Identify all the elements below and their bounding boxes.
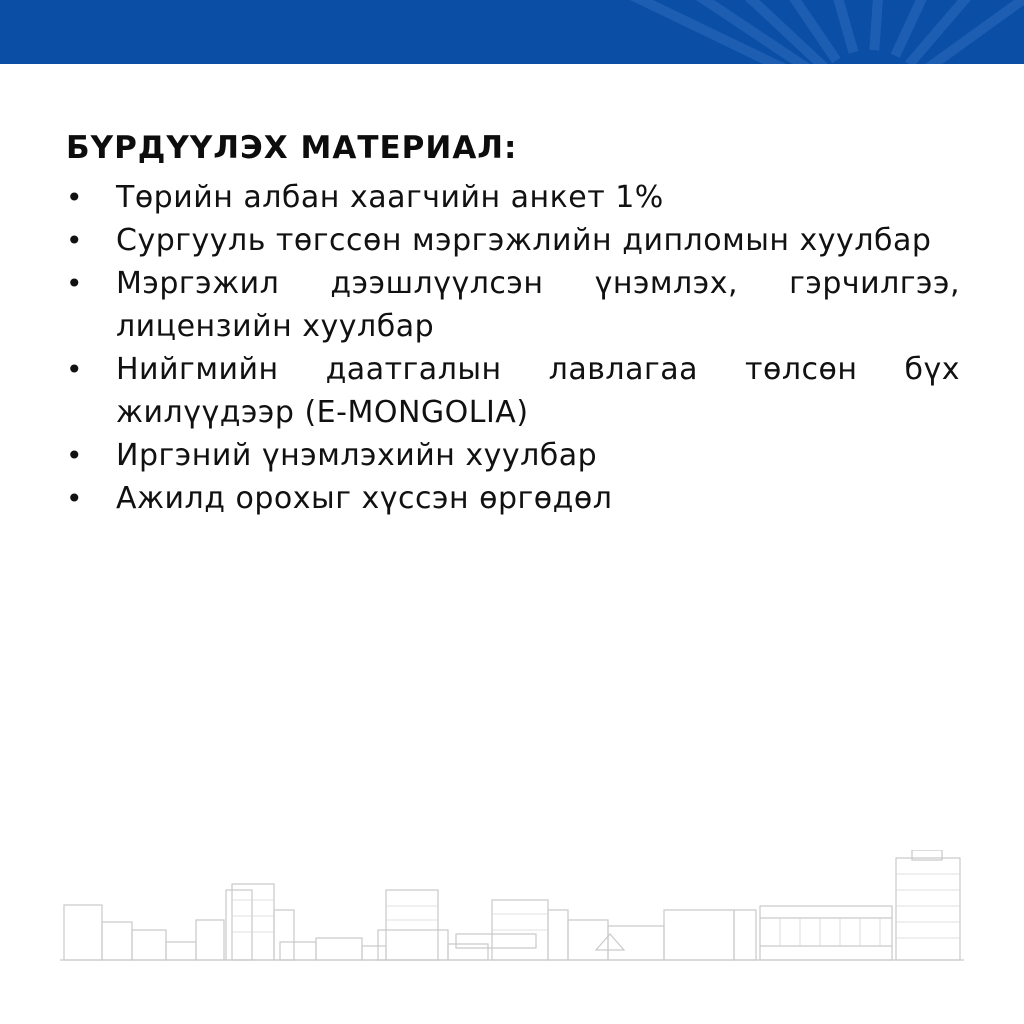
bullet-icon: • <box>66 181 84 214</box>
header-bar <box>0 0 1024 64</box>
list-item <box>66 176 960 219</box>
bullet-icon: • <box>66 482 84 515</box>
sunburst-decoration <box>0 0 1024 64</box>
city-skyline-illustration <box>60 850 964 965</box>
section-heading: БҮРДҮҮЛЭХ МАТЕРИАЛ: <box>66 130 518 166</box>
list-item <box>66 262 960 348</box>
list-item <box>66 348 960 434</box>
list-item-text: Нийгмийн даатгалын лавлагаа төлсөн бүх жилүүдээр (E-MONGOLIA) <box>116 352 960 430</box>
list-item-text: Ажилд орохыг хүссэн өргөдөл <box>116 481 613 516</box>
bullet-icon: • <box>66 439 84 472</box>
list-item-text: Сургууль төгссөн мэргэжлийн дипломын хуулбар <box>116 223 932 258</box>
list-item-text: Мэргэжил дээшлүүлсэн үнэмлэх, гэрчилгээ, лицензийн хуулбар <box>116 266 960 344</box>
list-item-text: Иргэний үнэмлэхийн хуулбар <box>116 438 598 473</box>
bullet-icon: • <box>66 267 84 300</box>
list-item <box>66 477 960 520</box>
list-item <box>66 434 960 477</box>
list-item <box>66 219 960 262</box>
bullet-icon: • <box>66 353 84 386</box>
bullet-icon: • <box>66 224 84 257</box>
materials-section <box>66 126 960 520</box>
materials-list <box>66 176 960 520</box>
list-item-text: Төрийн албан хаагчийн анкет 1% <box>116 180 664 215</box>
